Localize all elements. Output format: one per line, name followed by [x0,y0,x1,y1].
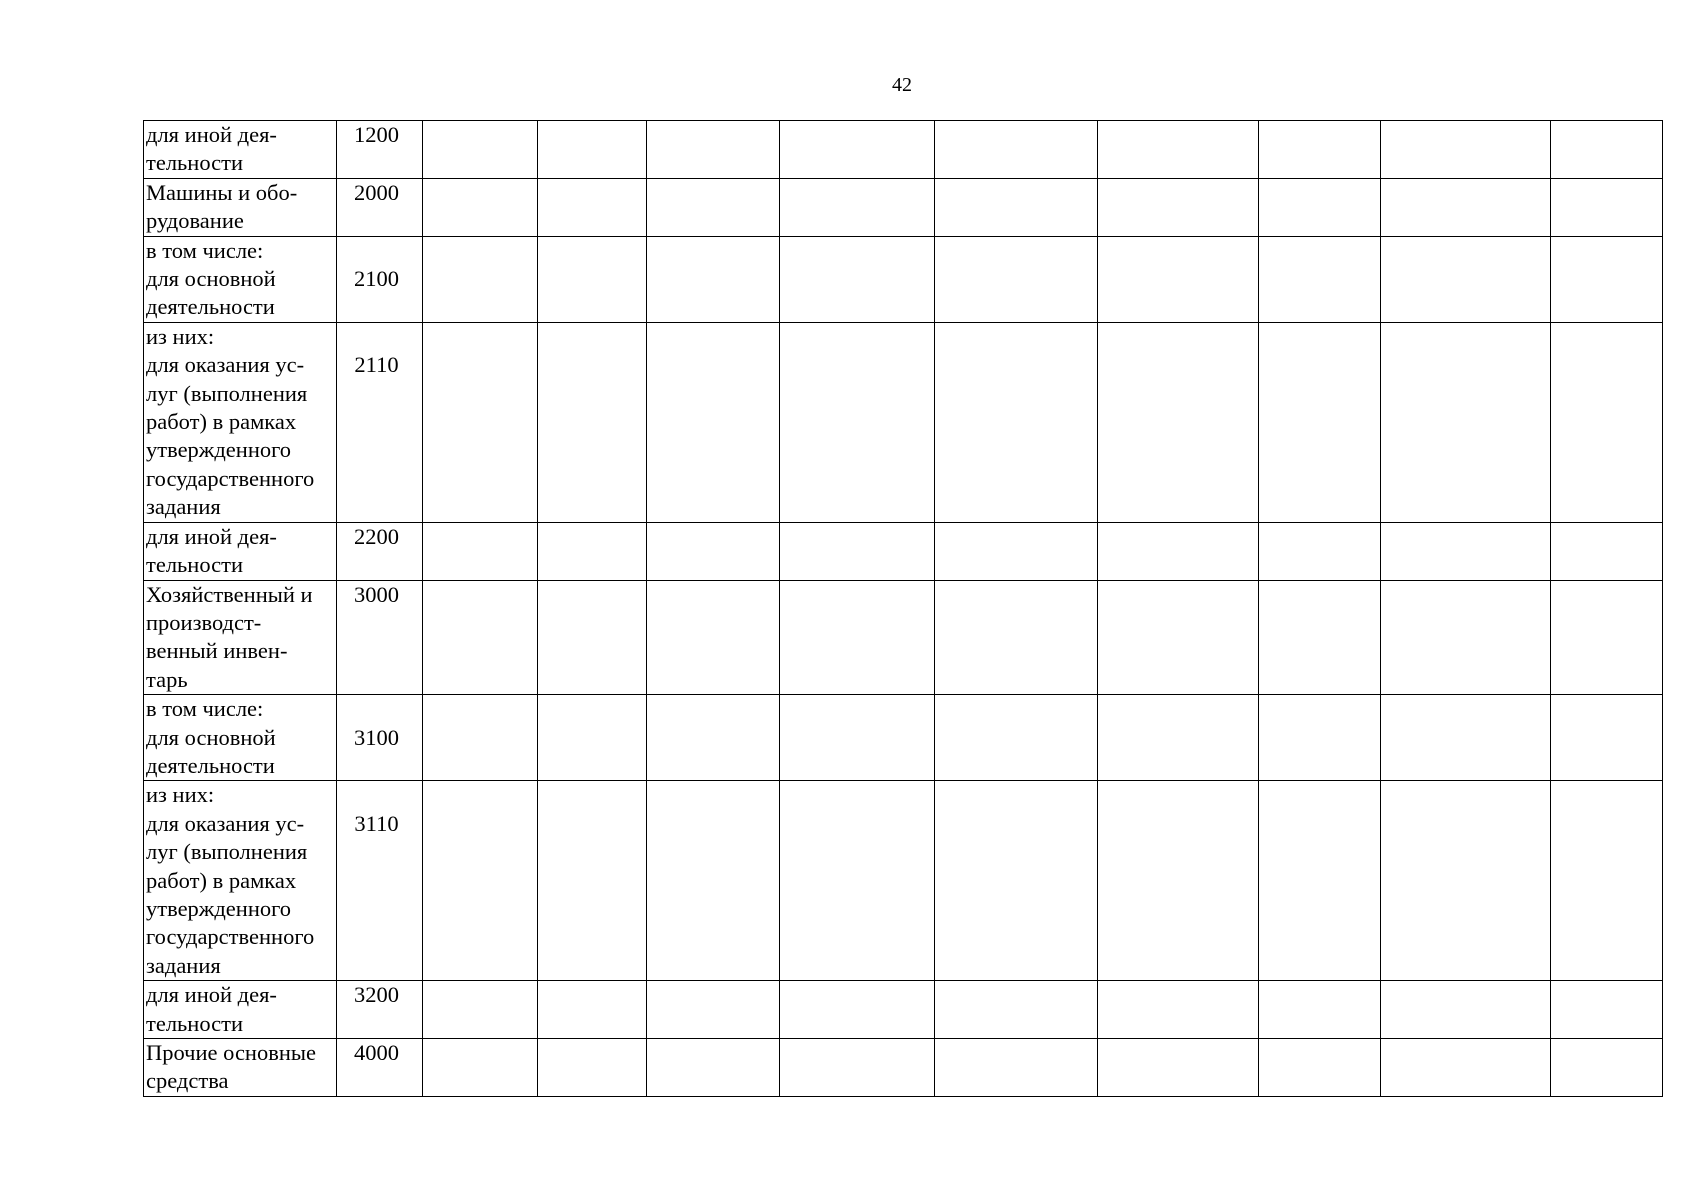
row-label-line: для основной [146,724,276,750]
row-label-line: деятельности [146,752,275,778]
row-label-line: для иной дея- [146,982,277,1008]
row-label-line: из них: [146,323,215,349]
empty-value-cell [1551,522,1663,580]
row-label-cell [144,1039,337,1097]
row-label-line: луг (выполнения [146,380,308,406]
empty-value-cell [1259,695,1381,781]
row-label-line: деятельности [146,294,275,320]
empty-value-cell [1098,178,1259,236]
table-row [144,322,1663,522]
empty-value-cell [1098,580,1259,695]
row-label-cell [144,236,337,322]
empty-value-cell [780,580,935,695]
row-label-line: для оказания ус- [146,810,305,836]
row-code-cell [337,236,423,322]
fixed-assets-table [143,120,1663,1097]
row-label-cell [144,522,337,580]
empty-value-cell [647,781,780,981]
row-label-line: тарь [146,666,188,692]
empty-value-cell [1259,781,1381,981]
row-label-line: Прочие основные [146,1040,316,1065]
empty-value-cell [1551,580,1663,695]
row-label-line: тельности [146,1010,244,1036]
empty-value-cell [1381,695,1551,781]
empty-value-cell [1381,322,1551,522]
empty-value-cell [1259,981,1381,1039]
empty-value-cell [1098,322,1259,522]
row-code: 3200 [354,982,399,1008]
row-label-cell [144,580,337,695]
row-label-line: в том числе: [146,696,264,722]
empty-value-cell [1551,178,1663,236]
empty-value-cell [1098,695,1259,781]
empty-value-cell [538,1039,647,1097]
empty-value-cell [780,695,935,781]
row-code-cell [337,981,423,1039]
empty-value-cell [423,580,538,695]
empty-value-cell [647,121,780,179]
table-row [144,121,1663,179]
row-code-cell [337,1039,423,1097]
empty-value-cell [1381,121,1551,179]
empty-value-cell [1381,236,1551,322]
row-label-line: производст- [146,609,262,635]
empty-value-cell [1098,781,1259,981]
empty-value-cell [647,1039,780,1097]
row-code: 2200 [354,523,399,549]
empty-value-cell [935,695,1098,781]
table-row [144,522,1663,580]
empty-value-cell [423,236,538,322]
empty-value-cell [1259,236,1381,322]
row-label-line: рудование [146,208,244,234]
empty-value-cell [423,322,538,522]
table-row [144,695,1663,781]
row-label-cell [144,178,337,236]
empty-value-cell [780,981,935,1039]
row-label-line: средства [146,1068,229,1094]
empty-value-cell [538,522,647,580]
empty-value-cell [647,580,780,695]
empty-value-cell [1259,121,1381,179]
empty-value-cell [647,322,780,522]
row-label-line: государственного [146,924,315,950]
empty-value-cell [935,781,1098,981]
empty-value-cell [1551,236,1663,322]
empty-value-cell [1259,1039,1381,1097]
row-code-cell [337,121,423,179]
empty-value-cell [423,781,538,981]
empty-value-cell [935,322,1098,522]
empty-value-cell [935,981,1098,1039]
empty-value-cell [1259,322,1381,522]
empty-value-cell [935,522,1098,580]
row-code-cell [337,695,423,781]
table-row [144,580,1663,695]
empty-value-cell [1259,178,1381,236]
empty-value-cell [780,322,935,522]
row-label-line: венный инвен- [146,638,288,664]
empty-value-cell [538,178,647,236]
empty-value-cell [1551,781,1663,981]
empty-value-cell [935,580,1098,695]
empty-value-cell [1381,178,1551,236]
row-label-line: утвержденного [146,437,292,463]
empty-value-cell [780,1039,935,1097]
empty-value-cell [780,522,935,580]
empty-value-cell [538,236,647,322]
empty-value-cell [538,781,647,981]
empty-value-cell [423,178,538,236]
empty-value-cell [935,178,1098,236]
empty-value-cell [647,981,780,1039]
empty-value-cell [780,121,935,179]
empty-value-cell [1098,236,1259,322]
empty-value-cell [538,981,647,1039]
empty-value-cell [1551,981,1663,1039]
row-code: 2000 [354,179,399,205]
row-code-cell [337,322,423,522]
empty-value-cell [780,781,935,981]
table-row [144,178,1663,236]
table-body [144,121,1663,1097]
empty-value-cell [1551,1039,1663,1097]
empty-value-cell [1098,1039,1259,1097]
empty-value-cell [1381,781,1551,981]
row-code-cell [337,781,423,981]
empty-value-cell [538,121,647,179]
row-code: 2100 [354,266,399,292]
empty-value-cell [1381,981,1551,1039]
empty-value-cell [1381,522,1551,580]
empty-value-cell [423,522,538,580]
row-code: 3100 [354,724,399,750]
row-label-line: работ) в рамках [146,409,297,435]
empty-value-cell [647,178,780,236]
row-label-line: задания [146,952,221,978]
empty-value-cell [538,322,647,522]
empty-value-cell [647,695,780,781]
empty-value-cell [1551,121,1663,179]
empty-value-cell [935,121,1098,179]
empty-value-cell [423,1039,538,1097]
empty-value-cell [423,121,538,179]
row-label-line: из них: [146,782,215,808]
empty-value-cell [935,236,1098,322]
row-label-line: Хозяйственный и [146,581,313,607]
empty-value-cell [647,522,780,580]
row-label-line: работ) в рамках [146,867,297,893]
empty-value-cell [1098,522,1259,580]
row-label-line: для иной дея- [146,122,277,147]
row-label-line: в том числе: [146,237,264,263]
row-label-line: тельности [146,150,244,176]
page-number: 42 [892,74,912,96]
empty-value-cell [423,981,538,1039]
empty-value-cell [780,178,935,236]
empty-value-cell [780,236,935,322]
table-row [144,981,1663,1039]
row-label-cell [144,322,337,522]
empty-value-cell [423,695,538,781]
empty-value-cell [1098,981,1259,1039]
empty-value-cell [538,695,647,781]
empty-value-cell [538,580,647,695]
row-label-line: задания [146,494,221,520]
table-row [144,236,1663,322]
row-label-cell [144,781,337,981]
row-label-line: для иной дея- [146,523,277,549]
row-label-line: для оказания ус- [146,352,305,378]
row-label-cell [144,981,337,1039]
empty-value-cell [1551,695,1663,781]
row-code: 1200 [354,122,399,147]
empty-value-cell [1381,580,1551,695]
row-code-cell [337,178,423,236]
row-code-cell [337,580,423,695]
table-row [144,1039,1663,1097]
empty-value-cell [1381,1039,1551,1097]
table-row [144,781,1663,981]
row-label-line: для основной [146,266,276,292]
row-label-line: тельности [146,552,244,578]
row-label-cell [144,695,337,781]
empty-value-cell [935,1039,1098,1097]
empty-value-cell [1259,580,1381,695]
empty-value-cell [1259,522,1381,580]
row-code: 3000 [354,581,399,607]
row-label-line: утвержденного [146,895,292,921]
row-label-line: государственного [146,465,315,491]
row-code: 2110 [354,352,399,378]
row-code: 3110 [354,810,399,836]
row-code-cell [337,522,423,580]
row-label-line: луг (выполнения [146,839,308,865]
empty-value-cell [647,236,780,322]
row-label-line: Машины и обо- [146,179,298,205]
row-code: 4000 [354,1040,399,1065]
empty-value-cell [1098,121,1259,179]
empty-value-cell [1551,322,1663,522]
row-label-cell [144,121,337,179]
